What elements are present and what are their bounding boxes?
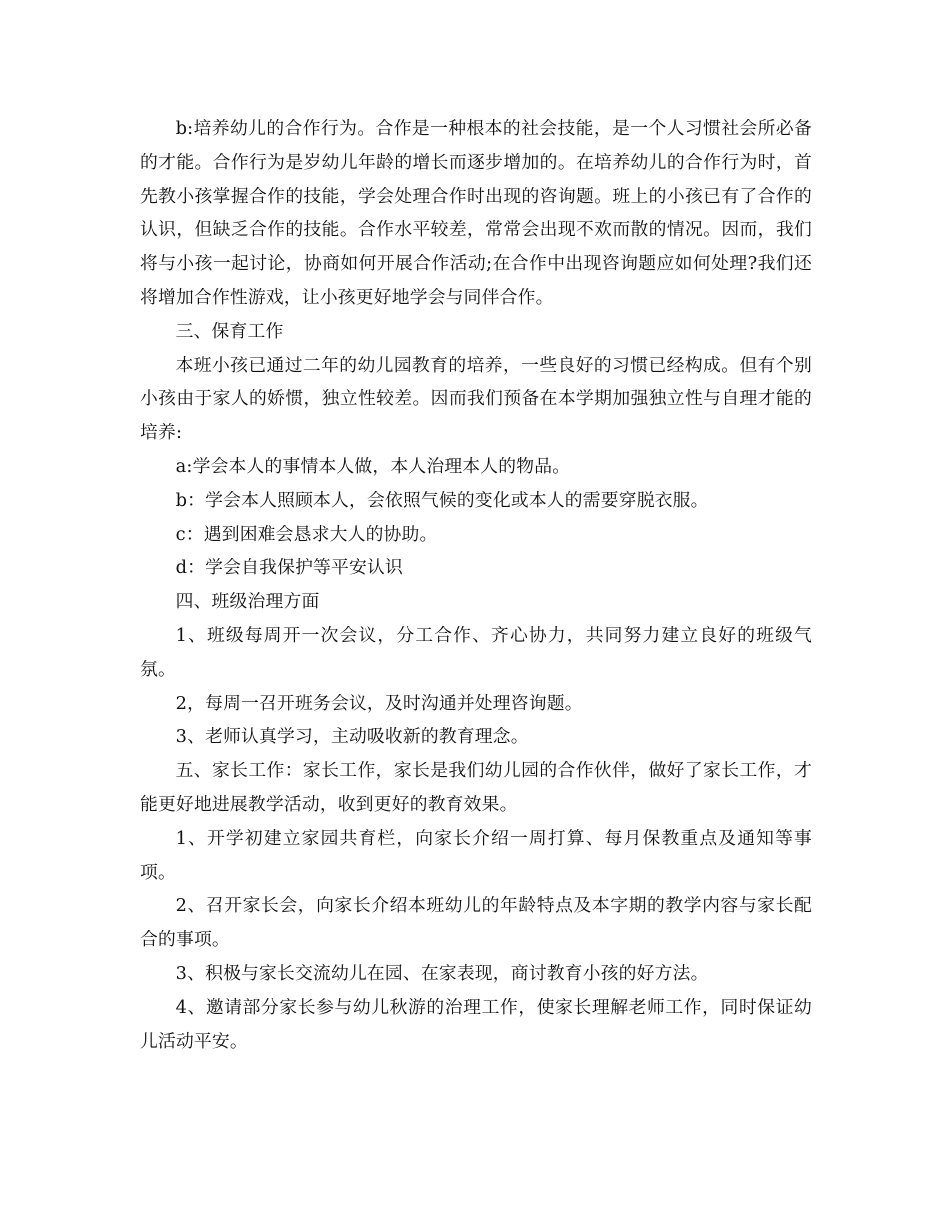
- parent-item-2: 2、召开家长会，向家长介绍本班幼儿的年龄特点及本字期的教学内容与家长配合的事项。: [140, 895, 812, 951]
- list-item-b: b：学会本人照顾本人，会依照气候的变化或本人的需要穿脱衣服。: [175, 489, 709, 511]
- management-item-2: 2，每周一召开班务会议，及时沟通并处理咨询题。: [175, 692, 583, 714]
- list-item-c: c：遇到困难会恳求大人的协助。: [175, 523, 438, 545]
- management-item-3: 3、老师认真学习，主动吸收新的教育理念。: [175, 726, 529, 748]
- management-item-1: 1、班级每周开一次会议，分工合作、齐心协力，共同努力建立良好的班级气氛。: [140, 624, 812, 680]
- parent-item-4: 4、邀请部分家长参与幼儿秋游的治理工作，使家长理解老师工作，同时保证幼儿活动平安。: [140, 996, 812, 1052]
- section-heading-care-work: 三、保育工作: [175, 320, 284, 342]
- list-item-d: d：学会自我保护等平安认识: [175, 557, 403, 579]
- document-body: [140, 112, 812, 1058]
- list-item-a: a:学会本人的事情本人做，本人治理本人的物品。: [175, 455, 571, 477]
- section-heading-parent-work: 五、家长工作：家长工作，家长是我们幼儿园的合作伙伴，做好了家长工作，才能更好地进展教学活动，收到更好的教育效果。: [140, 760, 812, 815]
- paragraph-care-intro: 本班小孩已通过二年的幼儿园教育的培养，一些良好的习惯已经构成。但有个别小孩由于家人的娇惯，独立性较差。因而我们预备在本学期加强独立性与自理才能的培养:: [140, 354, 812, 444]
- parent-item-3: 3、积极与家长交流幼儿在园、在家表现，商讨教育小孩的好方法。: [175, 962, 709, 984]
- parent-item-1: 1、开学初建立家园共育栏，向家长介绍一周打算、每月保教重点及通知等事项。: [140, 827, 812, 883]
- section-heading-class-management: 四、班级治理方面: [175, 591, 320, 613]
- paragraph-cooperation: b:培养幼儿的合作行为。合作是一种根本的社会技能，是一个人习惯社会所必备的才能。合作行为是岁幼儿年龄的增长而逐步增加的。在培养幼儿的合作行为时，首先教小孩掌握合作的技能，学会处理合作时出现的咨询题。班上的小孩已有了合作的认识，但缺乏合作的技能。合作水平较差，常常会出现不欢而散的情况。因而，我们将与小孩一起讨论，协商如何开展合作活动;在合作中出现咨询题应如何处理?我们还将增加合作性游戏，让小孩更好地学会与同伴合作。: [140, 118, 812, 308]
